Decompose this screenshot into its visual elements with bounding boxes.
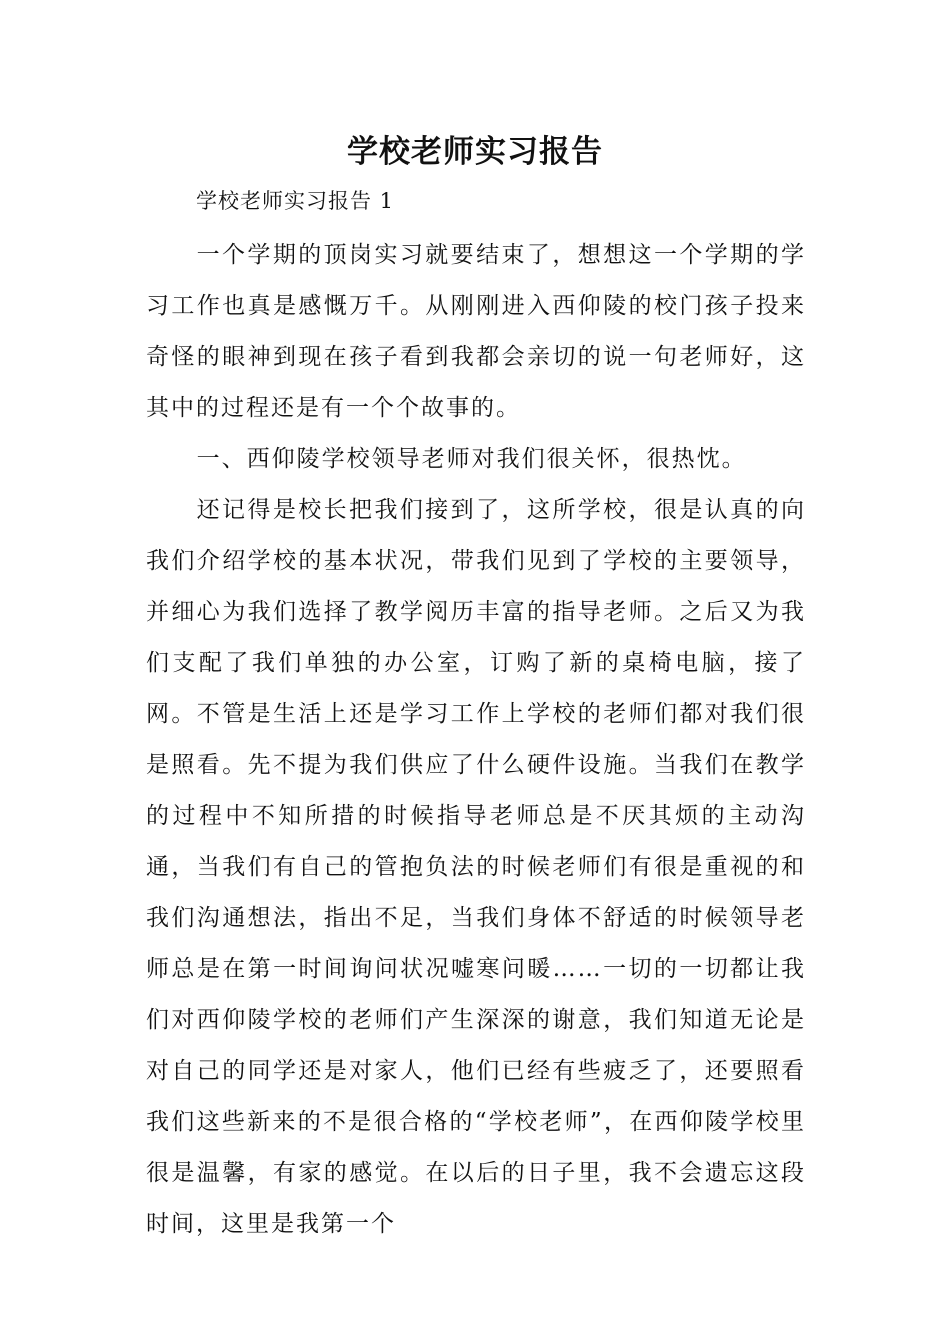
paragraph-main: 还记得是校长把我们接到了，这所学校，很是认真的向我们介绍学校的基本状况，带我们见到了学校的主要领导，并细心为我们选择了教学阅历丰富的指导老师。之后又为我们支配了我们单独的办公室，订购了新的桌椅电脑，接了网。不管是生活上还是学习工作上学校的老师们都对我们很是照看。先不提为我们供应了什么硬件设施。当我们在教学的过程中不知所措的时候指导老师总是不厌其烦的主动沟通，当我们有自己的管抱负法的时候老师们有很是重视的和我们沟通想法，指出不足，当我们身体不舒适的时候领导老师总是在第一时间询问状况嘘寒问暖……一切的一切都让我们对西仰陵学校的老师们产生深深的谢意，我们知道无论是对自己的同学还是对家人，他们已经有些疲乏了，还要照看我们这些新来的不是很合格的“学校老师”，在西仰陵学校里很是温馨，有家的感觉。在以后的日子里，我不会遗忘这段时间，这里是我第一个 bbox=[146, 497, 806, 1237]
document-subtitle: 学校老师实习报告 1 bbox=[196, 189, 395, 213]
document-title: 学校老师实习报告 bbox=[347, 134, 603, 170]
paragraph-heading-1: 一、西仰陵学校领导老师对我们很关怀，很热忱。 bbox=[196, 446, 747, 472]
paragraph-intro: 一个学期的顶岗实习就要结束了，想想这一个学期的学习工作也真是感慨万千。从刚刚进入西仰陵的校门孩子投来奇怪的眼神到现在孩子看到我都会亲切的说一句老师好，这其中的过程还是有一个个故事的。 bbox=[146, 242, 806, 421]
document-body bbox=[146, 230, 806, 1250]
